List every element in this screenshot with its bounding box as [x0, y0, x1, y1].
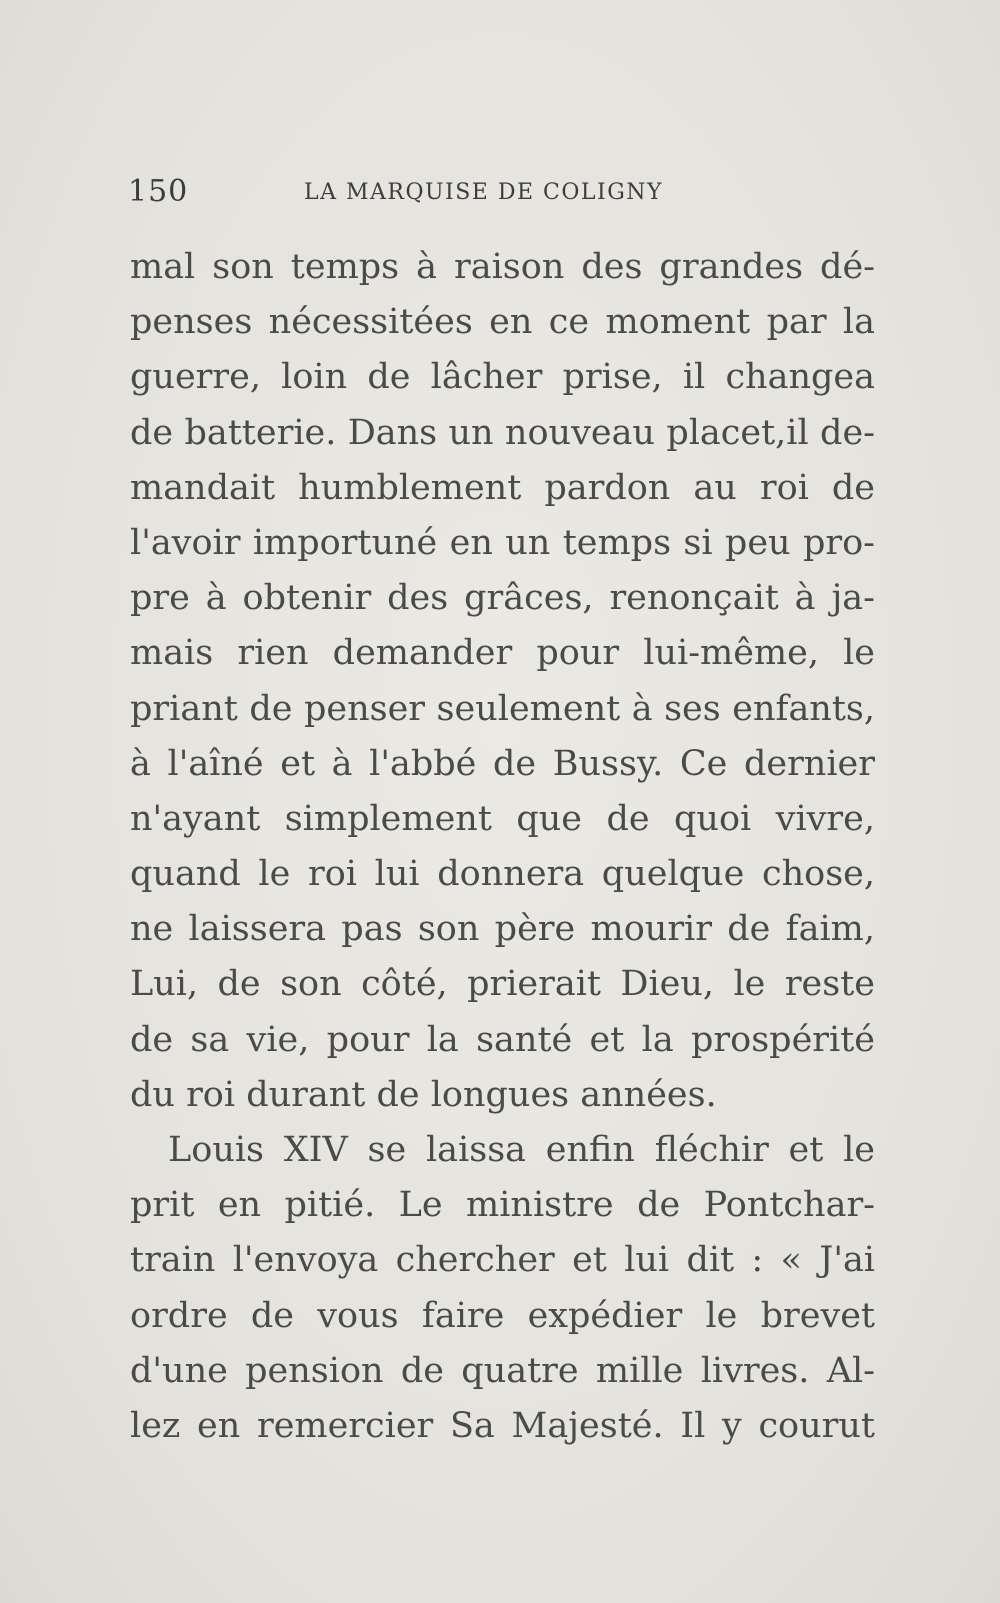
text-line: n'ayant simplement que de quoi vivre,: [130, 798, 875, 839]
text-line: mais rien demander pour lui-même, le: [130, 633, 875, 674]
text-line: d'une pension de quatre mille livres. Al-: [130, 1350, 875, 1391]
paragraph-end-line: du roi durant de longues années.: [130, 1074, 717, 1115]
text-line: de batterie. Dans un nouveau placet,il de-: [130, 412, 875, 453]
text-line: pre à obtenir des grâces, renonçait à ja-: [130, 578, 875, 619]
text-line: ordre de vous faire expédier le brevet: [130, 1295, 875, 1336]
text-line: ne laissera pas son père mourir de faim,: [130, 909, 875, 950]
body-text: [130, 240, 875, 1454]
running-title: LA MARQUISE DE COLIGNY: [304, 180, 664, 205]
text-line: lez en remercier Sa Majesté. Il y courut: [130, 1405, 875, 1446]
text-line: train l'envoya chercher et lui dit : « J'ai: [130, 1240, 875, 1281]
paragraph-start-line: Louis XIV se laissa enfin fléchir et le: [168, 1130, 875, 1170]
text-line: quand le roi lui donnera quelque chose,: [130, 854, 875, 895]
text-line: l'avoir importuné en un temps si peu pro-: [130, 522, 875, 563]
text-line: mandait humblement pardon au roi de: [130, 467, 875, 508]
text-line: priant de penser seulement à ses enfants,: [130, 688, 875, 729]
page-header: [128, 172, 748, 212]
page-number: 150: [128, 174, 189, 209]
text-line: à l'aîné et à l'abbé de Bussy. Ce dernier: [130, 743, 875, 784]
text-line: penses nécessitées en ce moment par la: [130, 302, 875, 343]
text-line: prit en pitié. Le ministre de Pontchar-: [130, 1185, 875, 1226]
text-line: de sa vie, pour la santé et la prospérité: [130, 1019, 875, 1060]
text-line: Lui, de son côté, prierait Dieu, le reste: [130, 964, 875, 1005]
text-line: mal son temps à raison des grandes dé-: [130, 247, 875, 287]
text-line: guerre, loin de lâcher prise, il changea: [130, 357, 875, 398]
